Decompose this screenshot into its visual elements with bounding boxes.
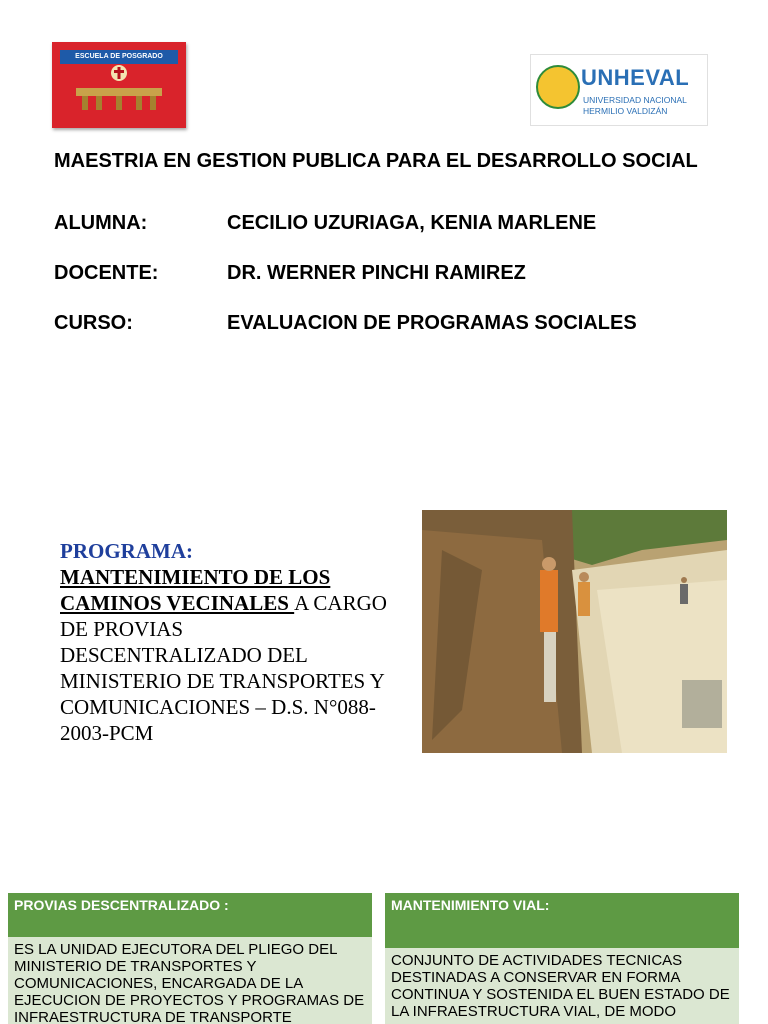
logo-banner: ESCUELA DE POSGRADO (60, 50, 178, 64)
page-title: MAESTRIA EN GESTION PUBLICA PARA EL DESARROLLO SOCIAL (54, 150, 698, 172)
photo-illustration-icon (422, 510, 727, 753)
mantenimiento-box-body: CONJUNTO DE ACTIVIDADES TECNICAS DESTINADAS A CONSERVAR EN FORMA CONTINUA Y SOSTENIDA EL BUEN ESTADO DE LA INFRAESTRUCTURA VIAL, DE MODO (385, 948, 739, 1024)
programa-description: A CARGO DE PROVIAS DESCENTRALIZADO DEL MINISTERIO DE TRANSPORTES Y COMUNICACIONES – D.S. N°088-2003-PCM (60, 591, 387, 745)
university-emblem-icon (536, 65, 580, 109)
escuela-posgrado-logo (52, 42, 186, 128)
unheval-subtitle-line2: HERMILIO VALDIZÁN (583, 106, 668, 116)
unheval-subtitle (583, 95, 687, 117)
alumna-label: ALUMNA: (54, 212, 148, 234)
road-maintenance-photo (422, 510, 727, 753)
provias-box-body: ES LA UNIDAD EJECUTORA DEL PLIEGO DEL MINISTERIO DE TRANSPORTES Y COMUNICACIONES, ENCARGADA DE LA EJECUCION DE PROYECTOS Y PROGRAMAS DE INFRAESTRUCTURA DE TRANSPORTE (8, 937, 372, 1024)
programa-label: PROGRAMA: (60, 539, 193, 563)
unheval-name: UNHEVAL (581, 65, 690, 90)
docente-label: DOCENTE: (54, 262, 159, 284)
alumna-value: CECILIO UZURIAGA, KENIA MARLENE (227, 212, 597, 234)
programa-name: MANTENIMIENTO DE LOS CAMINOS VECINALES (60, 565, 331, 615)
unheval-logo (530, 54, 708, 126)
programa-block (60, 538, 390, 746)
monument-icon (76, 86, 162, 112)
unheval-subtitle-line1: UNIVERSIDAD NACIONAL (583, 95, 687, 105)
provias-box-title: PROVIAS DESCENTRALIZADO : (8, 893, 372, 937)
cross-emblem-icon (110, 64, 128, 82)
docente-value: DR. WERNER PINCHI RAMIREZ (227, 262, 526, 284)
curso-label: CURSO: (54, 312, 133, 334)
mantenimiento-box-title: MANTENIMIENTO VIAL: (385, 893, 739, 948)
curso-value: EVALUACION DE PROGRAMAS SOCIALES (227, 312, 637, 334)
